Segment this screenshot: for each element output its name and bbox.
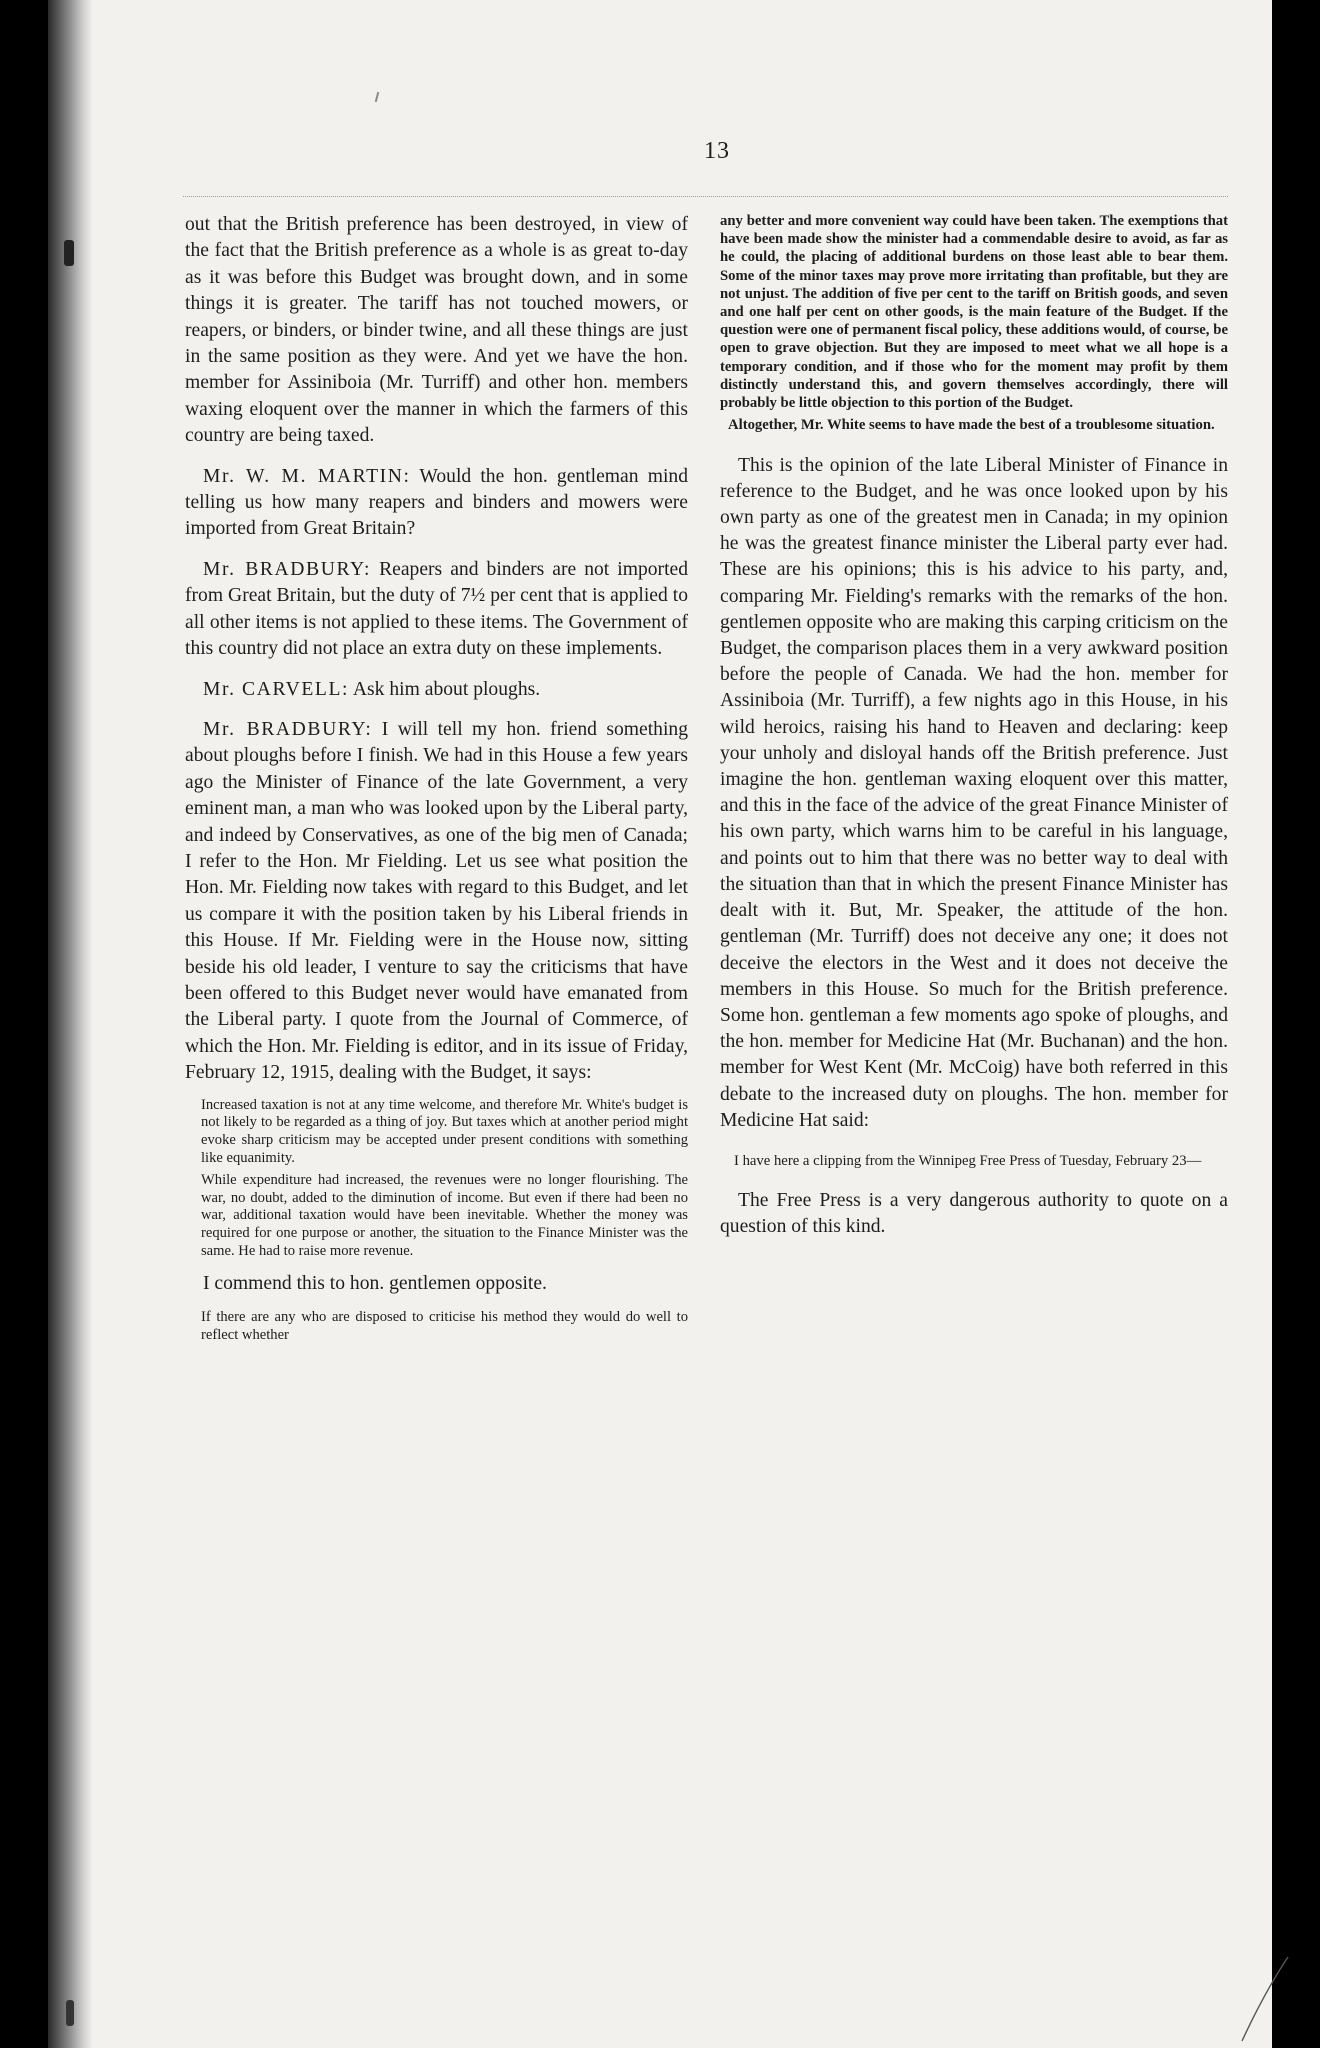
binding-edge: [48, 0, 92, 2048]
speech-paragraph: [185, 717, 688, 1087]
quotation: While expenditure had increased, the revenues were no longer flourishing. The war, no doubt, added to the diminution of income. But even if there had been no war, additional taxation would have been inevitable. Whether the money was required for one purpose or another, the situation to the Finance Minister was the same. He had to raise more revenue.: [201, 1171, 688, 1259]
speaker-name: Mr. BRADBURY:: [203, 718, 373, 740]
paragraph: This is the opinion of the late Liberal Minister of Finance in reference to the Budget, and he was once looked upon by his own party as one of the greatest men in Canada; in my opinion he was the greatest finance minister the Liberal party ever had. These are his opinions; this is his advice to his party, and, comparing Mr. Fielding's remarks with the remarks of the hon. gentlemen opposite who are making this carping criticism on the Budget, the comparison places them in a very awkward position before the people of Canada. We had the hon. member for Assiniboia (Mr. Turriff), a few nights ago in this House, in his wild heroics, raising his hand to Heaven and declaring: keep your unholy and disloyal hands off the British preference. Just imagine the hon. gentleman waxing eloquent over this matter, and this in the face of the advice of the great Finance Minister of his own party, which warns him to be careful in his language, and points out to him that there was no better way to deal with the situation than that in which the present Finance Minister has dealt with it. But, Mr. Speaker, the attitude of the hon. gentleman (Mr. Turriff) does not deceive any one; it does not deceive the electors in the West and it does not deceive the members in this House. So much for the British preference. Some hon. gentleman a few moments ago spoke of ploughs, and the hon. member for Medicine Hat (Mr. Buchanan) and the hon. member for West Kent (Mr. McCoig) have both referred in this debate to the increased duty on ploughs. The hon. member for Medicine Hat said:: [720, 454, 1228, 1131]
speech-paragraph: [185, 677, 688, 703]
page-number: 13: [704, 138, 730, 164]
right-column: [720, 212, 1228, 1241]
speaker-name: Mr. CARVELL:: [203, 678, 350, 700]
speech-text: Ask him about ploughs.: [349, 678, 541, 700]
speech-text: Would the hon. gentleman mind telling us how many reapers and binders and mowers were imported from Great Britain?: [185, 465, 688, 540]
header-rule: [183, 196, 1228, 197]
scan-border: [1272, 0, 1296, 2048]
speech-text: I will tell my hon. friend something about ploughs before I finish. We had in this House a few years ago the Minister of Finance of the late Government, a very eminent man, a man who was looked upon by the Liberal party, and indeed by Conservatives, as one of the big men of Canada; I refer to the Hon. Mr Fielding. Let us see what position the Hon. Mr. Fielding now takes with regard to this Budget, and let us compare it with the position taken by his Liberal friends in this House. If Mr. Fielding were in the House now, sitting beside his old leader, I venture to say the criticisms that have been offered to this Budget never would have emanated from the Liberal party. I quote from the Journal of Commerce, of which the Hon. Mr. Fielding is editor, and in its issue of Friday, February 12, 1915, dealing with the Budget, it says:: [185, 718, 688, 1084]
quotation: any better and more convenient way could have been taken. The exemptions that have been made show the minister had a commendable desire to avoid, as far as he could, the placing of additional burdens on those least able to bear them. Some of the minor taxes may prove more irritating than profitable, but they are not unjust. The addition of five per cent to the tariff on British goods, and seven and one half per cent on other goods, is the main feature of the Budget. If the question were one of permanent fiscal policy, these additions would, of course, be open to grave objection. But they are imposed to meet what we all hope is a temporary condition, and if those who for the moment may profit by them distinctly understand this, and govern themselves accordingly, there will probably be little objection to this portion of the Budget.: [720, 213, 1228, 412]
binding-mark: [66, 2000, 74, 2026]
paragraph: The Free Press is a very dangerous authority to quote on a question of this kind.: [720, 1190, 1228, 1238]
quotation: I have here a clipping from the Winnipeg Free Press of Tuesday, February 23—: [734, 1152, 1202, 1169]
document-page: [48, 0, 1296, 2048]
speech-paragraph: [185, 557, 688, 663]
speaker-name: Mr. BRADBURY:: [203, 558, 372, 580]
binding-mark: [64, 240, 74, 266]
scan-scratch: [1236, 1955, 1296, 2045]
quotation: Altogether, Mr. White seems to have made the best of a troublesome situation.: [728, 417, 1215, 434]
speech-text: Reapers and binders are not imported from Great Britain, but the duty of 7½ per cent that is applied to all other items is not applied to these items. The Government of this country did not place an extra duty on these implements.: [185, 558, 689, 660]
paragraph: out that the British preference has been destroyed, in view of the fact that the British preference as a whole is as great to-day as it was before this Budget was brought down, and in some things it is greater. The tariff has not touched mowers, or reapers, or binders, or binder twine, and all these things are just in the same position as they were. And yet we have the hon. member for Assiniboia (Mr. Turriff) and other hon. members waxing eloquent over the manner in which the farmers of this country are being taxed.: [185, 214, 688, 447]
quotation: Increased taxation is not at any time welcome, and therefore Mr. White's budget is not likely to be regarded as a thing of joy. But taxes which at another period might evoke sharp criticism may be accepted under present conditions with something like equanimity.: [201, 1096, 688, 1166]
speech-paragraph: [185, 464, 688, 543]
speaker-name: Mr. W. M. MARTIN:: [203, 465, 411, 487]
left-column: [185, 212, 688, 1345]
scan-speck: [375, 92, 380, 102]
paragraph: I commend this to hon. gentlemen opposite.: [203, 1272, 547, 1294]
quotation: If there are any who are disposed to criticise his method they would do well to reflect whether: [201, 1309, 688, 1343]
